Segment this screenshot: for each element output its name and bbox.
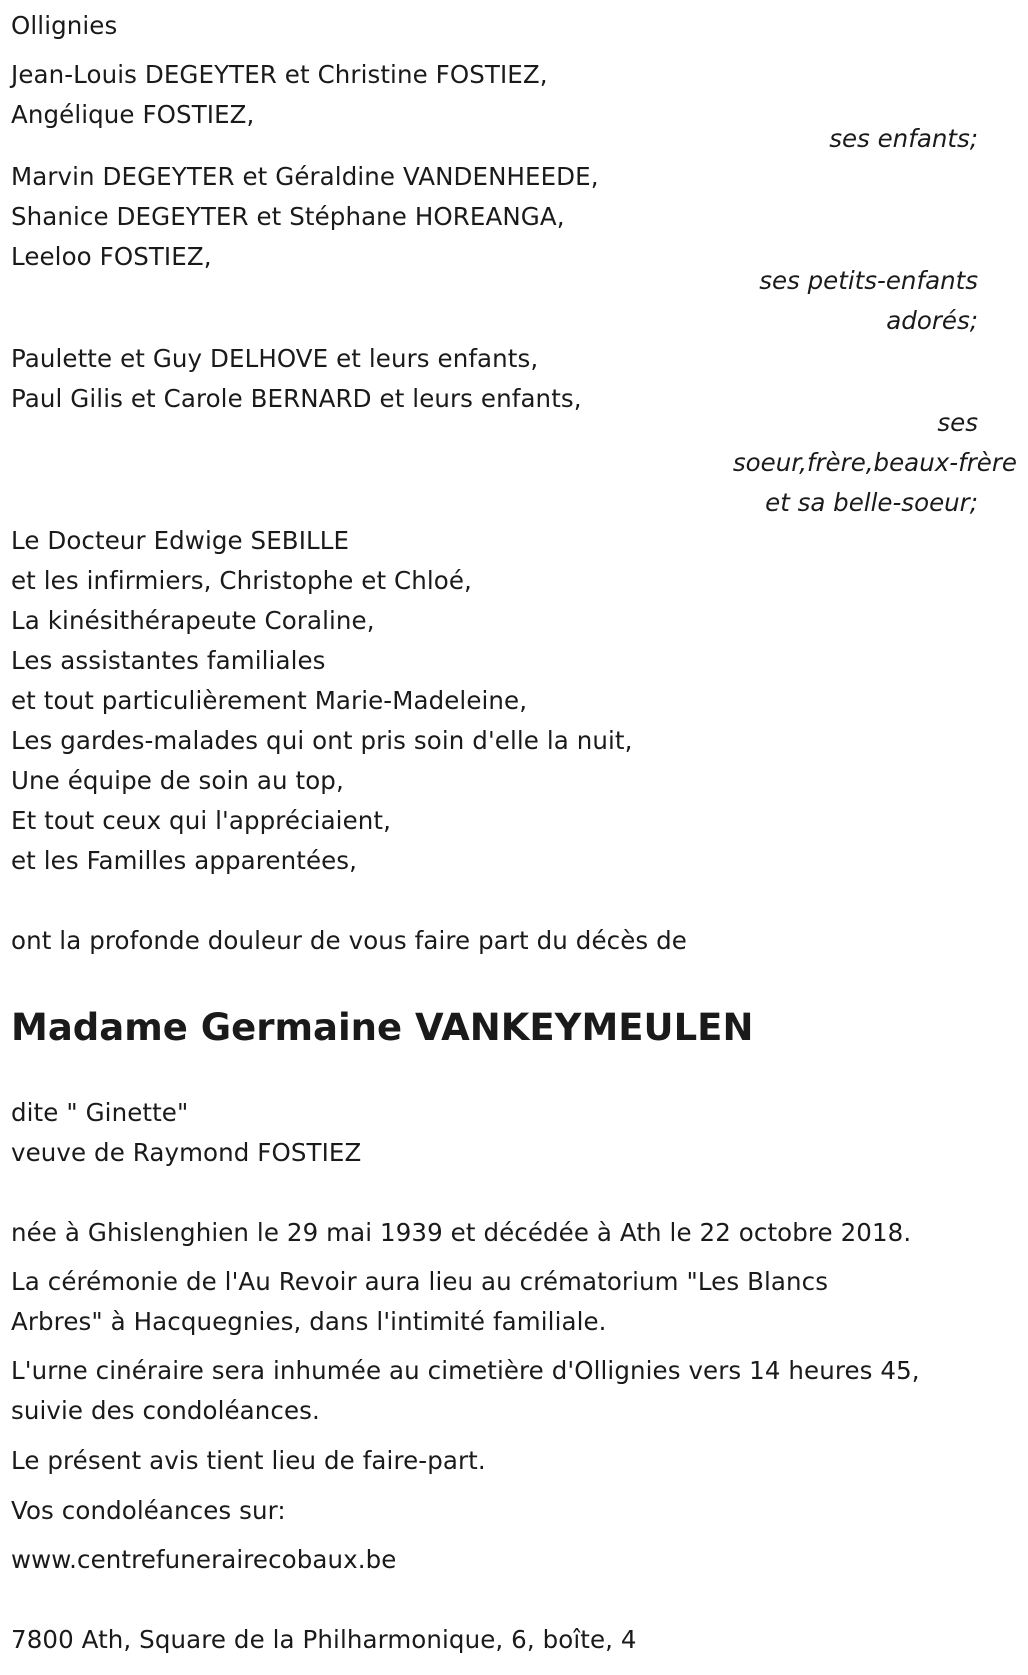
family-line: Leeloo FOSTIEZ, <box>11 242 212 271</box>
deceased-widow-of: veuve de Raymond FOSTIEZ <box>11 1138 362 1167</box>
children-role: ses enfants; <box>829 124 978 153</box>
carer-line: Et tout ceux qui l'appréciaient, <box>11 806 391 835</box>
deceased-name: Madame Germaine VANKEYMEULEN <box>11 1006 754 1049</box>
ceremony-line: Arbres" à Hacquegnies, dans l'intimité familiale. <box>11 1307 607 1336</box>
siblings-role: et sa belle-soeur; <box>765 488 978 517</box>
urn-line: suivie des condoléances. <box>11 1396 320 1425</box>
carer-line: Une équipe de soin au top, <box>11 766 344 795</box>
carer-line: et les infirmiers, Christophe et Chloé, <box>11 566 472 595</box>
announcement: ont la profonde douleur de vous faire part du décès de <box>11 926 687 955</box>
grandchildren-role: ses petits-enfants <box>759 266 978 295</box>
family-line: Paul Gilis et Carole BERNARD et leurs enfants, <box>11 384 582 413</box>
family-line: Angélique FOSTIEZ, <box>11 100 255 129</box>
carer-line: et les Familles apparentées, <box>11 846 358 875</box>
website-link[interactable]: www.centrefunerairecobaux.be <box>11 1545 397 1574</box>
family-line: Jean-Louis DEGEYTER et Christine FOSTIEZ, <box>11 60 548 89</box>
urn-line: L'urne cinéraire sera inhumée au cimetière d'Ollignies vers 14 heures 45, <box>11 1356 920 1385</box>
family-line: Shanice DEGEYTER et Stéphane HOREANGA, <box>11 202 565 231</box>
notice: Le présent avis tient lieu de faire-part. <box>11 1446 486 1475</box>
carer-line: Les gardes-malades qui ont pris soin d'elle la nuit, <box>11 726 633 755</box>
deceased-nickname: dite " Ginette" <box>11 1098 189 1127</box>
carer-line: La kinésithérapeute Coraline, <box>11 606 375 635</box>
family-line: Marvin DEGEYTER et Géraldine VANDENHEEDE, <box>11 162 599 191</box>
carer-line: et tout particulièrement Marie-Madeleine, <box>11 686 528 715</box>
condolences-label: Vos condoléances sur: <box>11 1496 286 1525</box>
carer-line: Le Docteur Edwige SEBILLE <box>11 526 350 555</box>
family-line: Paulette et Guy DELHOVE et leurs enfants, <box>11 344 539 373</box>
place: Ollignies <box>11 11 118 40</box>
address: 7800 Ath, Square de la Philharmonique, 6, boîte, 4 <box>11 1625 637 1654</box>
birth-death: née à Ghislenghien le 29 mai 1939 et décédée à Ath le 22 octobre 2018. <box>11 1218 912 1247</box>
carer-line: Les assistantes familiales <box>11 646 326 675</box>
siblings-role: ses <box>937 408 978 437</box>
grandchildren-role: adorés; <box>886 306 978 335</box>
ceremony-line: La cérémonie de l'Au Revoir aura lieu au crématorium "Les Blancs <box>11 1267 829 1296</box>
siblings-role: soeur,frère,beaux-frère <box>732 448 1017 477</box>
